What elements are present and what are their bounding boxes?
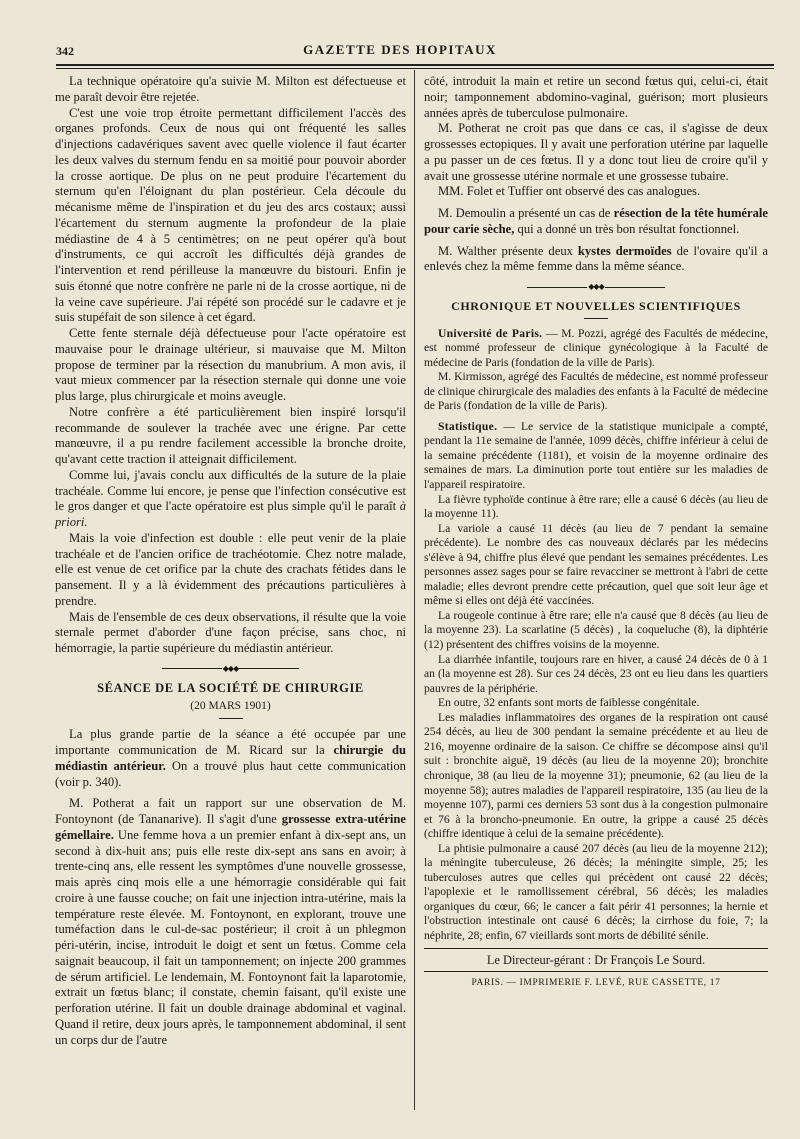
paragraph: Mais de l'ensemble de ces deux observations, il résulte que la voie sternale permet d'aborder d'une façon précise, sans choc, ni hémorragie, la partie supérieure du médiastin antérieur. bbox=[55, 609, 406, 655]
footer-rule bbox=[424, 971, 768, 972]
paragraph: côté, introduit la main et retire un second fœtus qui, celui-ci, était noir; tamponnement abdomino-vaginal, guérison; mort plusieurs années après de tuberculose pulmonaire. bbox=[424, 74, 768, 120]
paragraph: Cette fente sternale déjà défectueuse pour l'acte opératoire est mauvaise pour le drainage ultérieur, si mauvaise que M. Milton propose de terminer par la résection du manubrium. A mon avis, il vaut mieux commencer par la résection sternale qui donne une voie plus large, plus chirurgicale et moins aveugle. bbox=[55, 326, 406, 403]
paragraph: La fièvre typhoïde continue à être rare; elle a causé 6 décès (au lieu de la moyenne 11). bbox=[424, 492, 768, 521]
paragraph: Notre confrère a été particulièrement bien inspiré lorsqu'il recommande de soulever la trachée avec une érigne. Par cette manœuvre, il a pu rendre facilement accessible la bronche droite, qu'avant cette traction il atteignait difficilement. bbox=[55, 404, 406, 466]
paragraph: En outre, 32 enfants sont morts de faiblesse congénitale. bbox=[438, 696, 700, 710]
paragraph: La rougeole continue à être rare; elle n'a causé que 8 décès (au lieu de la moyenne 23). La scarlatine (5 décès) , la coqueluche (8), la diphtérie (12) présentent des chiffres voisins de la moyenne. bbox=[424, 608, 768, 652]
paragraph: Université de Paris. — M. Pozzi, agrégé des Facultés de médecine, est nommé professeur de clinique gynécologique à la Faculté de médecine de Paris (fondation de la ville de Paris). bbox=[424, 326, 768, 369]
column-divider bbox=[414, 70, 415, 1110]
short-rule bbox=[219, 718, 243, 719]
paragraph: La diarrhée infantile, toujours rare en hiver, a causé 24 décès de 0 à 1 an (la moyenne est 28). Sur ces 24 décès, 23 ont eu lieu dans les quartiers pauvres de la périphérie. bbox=[424, 652, 768, 695]
paragraph: MM. Folet et Tuffier ont observé des cas analogues. bbox=[438, 184, 701, 199]
section-title: SÉANCE DE LA SOCIÉTÉ DE CHIRURGIE bbox=[97, 680, 364, 695]
header-rule bbox=[56, 64, 774, 69]
paragraph: Les maladies inflammatoires des organes de la respiration ont causé 254 décès, au lieu de 300 pendant la semaine précédente et au lieu de 216, moyenne ordinaire de la saison. Ce chiffre se décompose ainsi qu'il suit : bronchite aiguë, 19 décès (au lieu de la moyenne 20); bronchite chronique, 38 (au lieu de la moyenne 31); pneumonie, 62 (au lieu de la moyenne 58); autres maladies de l'appareil respiratoire, 135 (au lieu de la moyenne 107), parmi ces derniers 53 sont dus à la congestion pulmonaire et 76 à la broncho-pneumonie. En outre, la grippe a causé 25 décès (chiffre identique à celui de la semaine précédente). bbox=[424, 710, 768, 841]
printer-line: PARIS. — IMPRIMERIE F. LEVÉ, RUE CASSETTE, 17 bbox=[471, 978, 721, 989]
page-header bbox=[0, 0, 800, 70]
paragraph: M. Demoulin a présenté un cas de résection de la tête humérale pour carie sèche, qui a donné un très bon résultat fonctionnel. bbox=[424, 206, 768, 236]
paragraph: La technique opératoire qu'a suivie M. Milton est défectueuse et me paraît devoir être rejetée. bbox=[55, 74, 406, 104]
paragraph: M. Potherat ne croit pas que dans ce cas, il s'agisse de deux grossesses ectopiques. Il y avait une perforation utérine par laquelle a pu passer un de ces fœtus. Il y a donc tout lieu de croire qu'il y avait une grossesse utérine normale et une grossesse tubaire. bbox=[424, 121, 768, 183]
journal-title: GAZETTE DES HOPITAUX bbox=[303, 42, 497, 57]
right-column bbox=[424, 74, 768, 991]
paragraph: C'est une voie trop étroite permettant difficilement l'accès des organes profonds. Ceux de nous qui ont fréquenté les salles d'injections cadavériques savent avec quelle violence il faut écarter les deux valves du sternum fendu en sa moitié pour pouvoir aborder la crosse aortique. De plus on ne peut produire l'écartement du sternum qu'en l'éloignant du plan postérieur. Cela découle du mécanisme même de l'inspiration et du jeu des arcs costaux; aussi l'écartement du sternum augmente la profondeur de la plaie médiastine de 4 à 5 centimètres; on ne peut opérer qu'à bout d'instruments, ce qui accroît les difficultés déjà grandes de l'intervention et rend périlleuse la manœuvre du bistouri. Enfin je suis étonné que notre confrère ne parle ni de la crosse aortique, ni de la veine cave supérieure. J'ai répété son procédé sur le cadavre et je suis stupéfait de son silence à cet égard. bbox=[55, 105, 406, 325]
left-column bbox=[55, 74, 406, 1048]
footer-rule bbox=[424, 948, 768, 949]
section-date: (20 MARS 1901) bbox=[190, 699, 271, 712]
paragraph: M. Walther présente deux kystes dermoïdes de l'ovaire qu'il a enlevés chez la même femme dans la même séance. bbox=[424, 243, 769, 274]
paragraph: La plus grande partie de la séance a été occupée par une importante communication de M. Ricard sur la chirurgie du médiastin antérieur. On a trouvé plus haut cette communication (voir p. 340). bbox=[55, 727, 406, 789]
paragraph: Statistique. — Le service de la statistique municipale a compté, pendant la 11e semaine de l'année, 1099 décès, chiffre inférieur à celui de la semaine précédente (1181), et voisin de la moyenne ordinaire des semaines de mars. La diminution porte tout entière sur les maladies de l'appareil respiratoire. bbox=[424, 419, 769, 492]
director-signature: Le Directeur-gérant : Dr François Le Sourd. bbox=[486, 952, 706, 967]
paragraph: M. Kirmisson, agrégé des Facultés de médecine, est nommé professeur de clinique chirurgicale des maladies des enfants à la Faculté de médecine de Paris (fondation de la ville de Paris). bbox=[424, 370, 768, 413]
paragraph: M. Potherat a fait un rapport sur une observation de M. Fontoynont (de Tananarive). Il s'agit d'une grossesse extra-utérine gémellaire. Une femme hova a un premier enfant à dix-sept ans, un second à dix-huit ans; puis elle reste dix-sept ans sans en avoir; à trente-cinq ans, elle ressent les symptômes d'une nouvelle grossesse, mais après cinq mois elle a une hémorragie considérable qui fait croire à une fausse couche; on fait une injection intra-utérine, mais la température reste élevée. M. Fontoynont, en explorant, trouve une tuméfaction dans le cul-de-sac postérieur; il croit à un phlegmon péri-utérin, incise, introduit le doigt et sent un fœtus. Comme cela saignait beaucoup, il fait un tamponnement; on injecte 200 grammes de sérum artificiel. Le lendemain, M. Fontoynont fait la laparotomie, extrait un fœtus blanc; il constate, chemin faisant, qu'il existe une perforation utérine. Il fait un double drainage abdominal et vaginal. Quand il retire, deux jours après, le tamponnement abdominal, il sent un corps dur de l'autre bbox=[55, 796, 406, 1047]
chronicle-title: CHRONIQUE ET NOUVELLES SCIENTIFIQUES bbox=[451, 299, 741, 313]
paragraph: La phtisie pulmonaire a causé 207 décès (au lieu de la moyenne 212); la méningite tuberculeuse, 26 décès; la méningite simple, 25; les tuberculoses autres que celles qui précèdent ont causé 22 décès; l'apoplexie et le ramollissement cérébral, 56 décès; les maladies organiques du cœur, 66; le cancer a fait périr 41 personnes; la hernie et l'obstruction intestinale ont causé 6 décès; la cirrhose du foie, 7; la néphrite, 28; enfin, 67 vieillards sont morts de débilité sénile. bbox=[424, 841, 768, 942]
paragraph: Mais la voie d'infection est double : elle peut venir de la plaie trachéale et de l'ancien orifice de trachéotomie. Chez notre malade, elle est venue de cet orifice par la chute des crachats fétides dans le pansement. Il y a là évidemment des précautions particulières à prendre. bbox=[55, 530, 406, 608]
paragraph: Comme lui, j'avais conclu aux difficultés de la suture de la plaie trachéale. Comme lui encore, je pense que l'infection consécutive est le gros danger et que l'acte opératoire est plus simple qu'il le paraît à priori. bbox=[55, 467, 406, 529]
section-ornament: ◆◆◆ bbox=[55, 664, 406, 673]
page-number: 342 bbox=[56, 44, 74, 58]
section-ornament: ◆◆◆ bbox=[424, 282, 768, 291]
short-rule bbox=[584, 318, 608, 319]
paragraph: La variole a causé 11 décès (au lieu de 7 pendant la semaine précédente). Le nombre des cas nouveaux déclarés par les médecins s'élève à 94, chiffre plus élevé que pendant les semaines précédentes. Les personnes assez sages pour se faire revacciner se mettront à l'abri de cette maladie; elles devront prendre cette précaution, quel que soit leur âge et même si elles ont déjà été vaccinées. bbox=[424, 521, 768, 608]
